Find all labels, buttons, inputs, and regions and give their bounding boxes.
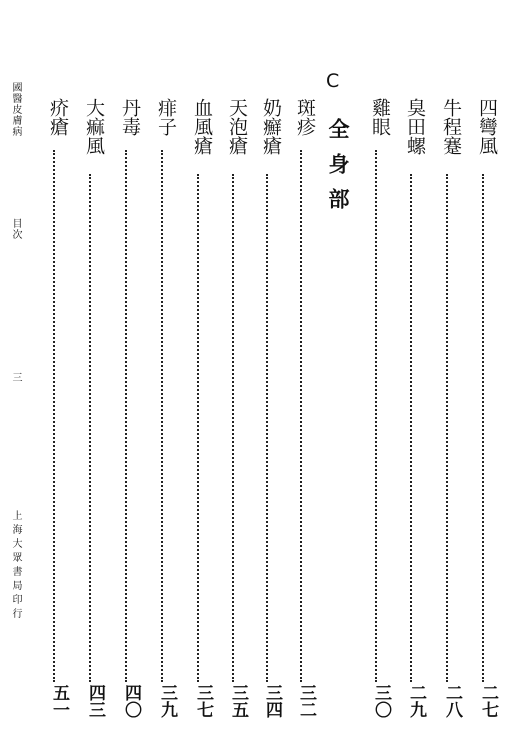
entry-title: 大痲風 [83,98,105,155]
dot-leader [89,174,91,682]
entry-page-number: 三七 [193,684,213,718]
entry-title: 天泡瘡 [226,98,248,155]
toc-entry [184,98,214,718]
dot-leader [125,150,127,682]
dot-leader [375,150,377,682]
dot-leader [410,174,412,682]
entry-page-number: 五一 [49,684,69,718]
entry-title: 血風瘡 [191,98,213,155]
running-header-section: 目次 [10,218,21,240]
entry-page-number: 四〇 [121,684,141,718]
entry-page-number: 三九 [157,684,177,718]
entry-page-number: 二八 [442,684,462,718]
toc-entry [397,98,427,718]
entry-title: 斑疹 [294,98,316,136]
toc-entry [219,98,249,718]
dot-leader [53,150,55,682]
toc-entry [469,98,499,718]
entry-page-number: 二七 [478,684,498,718]
dot-leader [266,174,268,682]
running-header-book-title: 國醫皮膚病 [10,82,21,137]
entry-title: 痱子 [155,98,177,136]
dot-leader [482,174,484,682]
publisher-imprint: 上海大眾書局印行 [10,510,21,622]
entry-title: 雞眼 [369,98,391,136]
entry-title: 疥瘡 [47,98,69,136]
entry-title: 丹毒 [119,98,141,136]
entry-page-number: 四三 [85,684,105,718]
entry-page-number: 三〇 [371,684,391,718]
entry-title: 牛程蹇 [440,98,462,155]
toc-entry [362,98,392,718]
entry-title: 臭田螺 [404,98,426,155]
entry-page-number: 二九 [406,684,426,718]
entry-page-number: 三五 [228,684,248,718]
toc-entry [287,98,317,718]
dot-leader [300,150,302,682]
dot-leader [197,174,199,682]
dot-leader [232,174,234,682]
dot-leader [446,174,448,682]
section-heading: 全身部 [326,118,351,223]
entry-title: 奶癬瘡 [260,98,282,155]
toc-entry [40,98,70,718]
toc-entry [76,98,106,718]
section-letter: C [326,70,340,92]
page-number: 三 [10,372,21,383]
entry-title: 四彎風 [476,98,498,155]
toc-entry [433,98,463,718]
toc-entry [253,98,283,718]
dot-leader [161,150,163,682]
entry-page-number: 三二 [296,684,316,718]
toc-entry [148,98,178,718]
entry-page-number: 三四 [262,684,282,718]
toc-entry [112,98,142,718]
